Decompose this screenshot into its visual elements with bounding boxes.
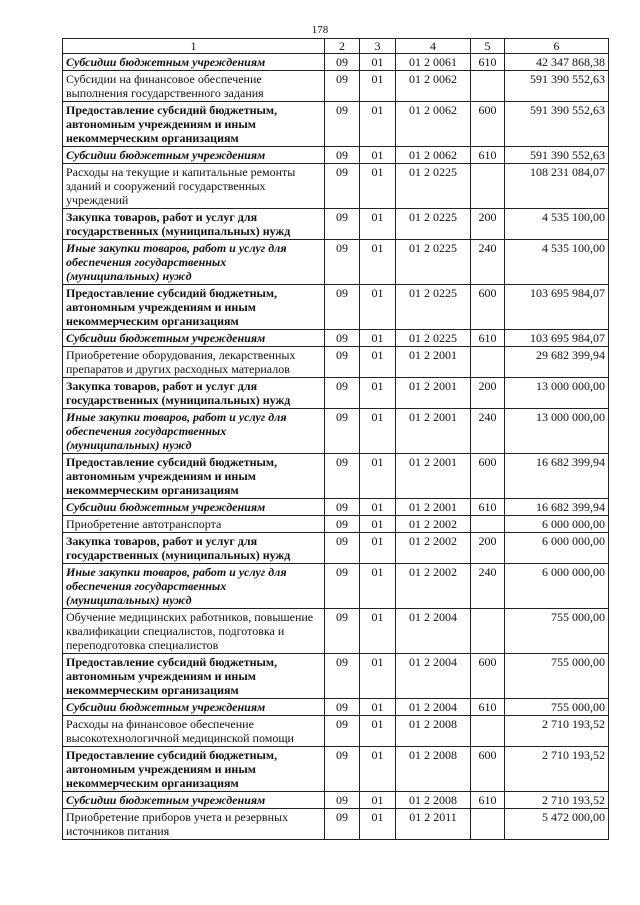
amount-cell: 591 390 552,63: [505, 71, 609, 102]
table-row: [63, 747, 609, 792]
table-row: [63, 347, 609, 378]
target-article-cell: 01 2 0225: [396, 209, 471, 240]
table-row: [63, 71, 609, 102]
table-row: [63, 654, 609, 699]
subsection-code-cell: 01: [360, 654, 396, 699]
section-code-cell: 09: [325, 378, 360, 409]
subsection-code-cell: 01: [360, 71, 396, 102]
target-article-cell: 01 2 2001: [396, 378, 471, 409]
expense-name-cell: Иные закупки товаров, работ и услуг для обеспечения государственных (муниципальных) нужд: [63, 240, 325, 285]
table-row: [63, 454, 609, 499]
subsection-code-cell: 01: [360, 533, 396, 564]
subsection-code-cell: 01: [360, 454, 396, 499]
section-code-cell: 09: [325, 699, 360, 716]
amount-cell: 6 000 000,00: [505, 516, 609, 533]
column-number-row: [63, 39, 609, 54]
amount-cell: 13 000 000,00: [505, 409, 609, 454]
expense-name-cell: Приобретение приборов учета и резервных источников питания: [63, 809, 325, 840]
amount-cell: 4 535 100,00: [505, 209, 609, 240]
expense-name-cell: Закупка товаров, работ и услуг для государственных (муниципальных) нужд: [63, 209, 325, 240]
expense-name-cell: Субсидии бюджетным учреждениям: [63, 699, 325, 716]
column-number: 2: [325, 39, 360, 54]
subsection-code-cell: 01: [360, 147, 396, 164]
subsection-code-cell: 01: [360, 54, 396, 71]
target-article-cell: 01 2 0062: [396, 147, 471, 164]
amount-cell: 103 695 984,07: [505, 330, 609, 347]
expense-type-cell: 610: [471, 54, 505, 71]
subsection-code-cell: 01: [360, 102, 396, 147]
section-code-cell: 09: [325, 716, 360, 747]
target-article-cell: 01 2 2008: [396, 792, 471, 809]
subsection-code-cell: 01: [360, 285, 396, 330]
table-row: [63, 240, 609, 285]
section-code-cell: 09: [325, 285, 360, 330]
subsection-code-cell: 01: [360, 792, 396, 809]
amount-cell: 2 710 193,52: [505, 792, 609, 809]
expense-name-cell: Субсидии на финансовое обеспечение выполнения государственного задания: [63, 71, 325, 102]
section-code-cell: 09: [325, 533, 360, 564]
expense-name-cell: Приобретение автотранспорта: [63, 516, 325, 533]
subsection-code-cell: 01: [360, 330, 396, 347]
target-article-cell: 01 2 0225: [396, 164, 471, 209]
amount-cell: 2 710 193,52: [505, 747, 609, 792]
table-row: [63, 102, 609, 147]
expense-name-cell: Закупка товаров, работ и услуг для государственных (муниципальных) нужд: [63, 533, 325, 564]
subsection-code-cell: 01: [360, 240, 396, 285]
section-code-cell: 09: [325, 564, 360, 609]
target-article-cell: 01 2 2004: [396, 699, 471, 716]
target-article-cell: 01 2 2011: [396, 809, 471, 840]
expense-type-cell: 610: [471, 330, 505, 347]
target-article-cell: 01 2 2001: [396, 454, 471, 499]
subsection-code-cell: 01: [360, 164, 396, 209]
table-row: [63, 378, 609, 409]
amount-cell: 591 390 552,63: [505, 102, 609, 147]
target-article-cell: 01 2 2008: [396, 747, 471, 792]
amount-cell: 6 000 000,00: [505, 564, 609, 609]
target-article-cell: 01 2 0061: [396, 54, 471, 71]
expense-type-cell: [471, 164, 505, 209]
subsection-code-cell: 01: [360, 609, 396, 654]
section-code-cell: 09: [325, 747, 360, 792]
expense-type-cell: [471, 516, 505, 533]
expense-name-cell: Расходы на текущие и капитальные ремонты зданий и сооружений государственных учреждений: [63, 164, 325, 209]
target-article-cell: 01 2 0062: [396, 102, 471, 147]
table-row: [63, 516, 609, 533]
column-number: 3: [360, 39, 396, 54]
section-code-cell: 09: [325, 409, 360, 454]
target-article-cell: 01 2 2001: [396, 409, 471, 454]
expense-name-cell: Предоставление субсидий бюджетным, автономным учреждениям и иным некоммерческим организациям: [63, 747, 325, 792]
expense-type-cell: 200: [471, 533, 505, 564]
amount-cell: 4 535 100,00: [505, 240, 609, 285]
amount-cell: 16 682 399,94: [505, 454, 609, 499]
expense-name-cell: Субсидии бюджетным учреждениям: [63, 330, 325, 347]
expense-type-cell: [471, 716, 505, 747]
expense-type-cell: 200: [471, 378, 505, 409]
expense-name-cell: Субсидии бюджетным учреждениям: [63, 499, 325, 516]
subsection-code-cell: 01: [360, 716, 396, 747]
target-article-cell: 01 2 0225: [396, 240, 471, 285]
target-article-cell: 01 2 0062: [396, 71, 471, 102]
expense-type-cell: [471, 609, 505, 654]
subsection-code-cell: 01: [360, 209, 396, 240]
expense-name-cell: Субсидии бюджетным учреждениям: [63, 792, 325, 809]
target-article-cell: 01 2 2002: [396, 564, 471, 609]
subsection-code-cell: 01: [360, 499, 396, 516]
amount-cell: 103 695 984,07: [505, 285, 609, 330]
target-article-cell: 01 2 2001: [396, 347, 471, 378]
expense-type-cell: 610: [471, 792, 505, 809]
amount-cell: 108 231 084,07: [505, 164, 609, 209]
expense-name-cell: Предоставление субсидий бюджетным, автономным учреждениям и иным некоммерческим организациям: [63, 285, 325, 330]
section-code-cell: 09: [325, 71, 360, 102]
table-row: [63, 147, 609, 164]
table-row: [63, 285, 609, 330]
column-number: 6: [505, 39, 609, 54]
subsection-code-cell: 01: [360, 378, 396, 409]
amount-cell: 755 000,00: [505, 609, 609, 654]
expense-type-cell: [471, 347, 505, 378]
section-code-cell: 09: [325, 809, 360, 840]
section-code-cell: 09: [325, 609, 360, 654]
section-code-cell: 09: [325, 499, 360, 516]
table-row: [63, 809, 609, 840]
amount-cell: 6 000 000,00: [505, 533, 609, 564]
table-row: [63, 564, 609, 609]
amount-cell: 591 390 552,63: [505, 147, 609, 164]
expense-type-cell: [471, 809, 505, 840]
section-code-cell: 09: [325, 54, 360, 71]
column-number: 1: [63, 39, 325, 54]
section-code-cell: 09: [325, 102, 360, 147]
target-article-cell: 01 2 2001: [396, 499, 471, 516]
amount-cell: 5 472 000,00: [505, 809, 609, 840]
expense-type-cell: 610: [471, 147, 505, 164]
section-code-cell: 09: [325, 654, 360, 699]
section-code-cell: 09: [325, 454, 360, 499]
subsection-code-cell: 01: [360, 699, 396, 716]
expense-type-cell: 600: [471, 654, 505, 699]
expense-name-cell: Иные закупки товаров, работ и услуг для обеспечения государственных (муниципальных) нужд: [63, 409, 325, 454]
amount-cell: 29 682 399,94: [505, 347, 609, 378]
amount-cell: 755 000,00: [505, 699, 609, 716]
expense-type-cell: 600: [471, 454, 505, 499]
section-code-cell: 09: [325, 209, 360, 240]
table-row: [63, 716, 609, 747]
amount-cell: 16 682 399,94: [505, 499, 609, 516]
budget-table: [62, 38, 609, 840]
target-article-cell: 01 2 0225: [396, 330, 471, 347]
expense-name-cell: Расходы на финансовое обеспечение высокотехнологичной медицинской помощи: [63, 716, 325, 747]
expense-name-cell: Иные закупки товаров, работ и услуг для обеспечения государственных (муниципальных) нужд: [63, 564, 325, 609]
section-code-cell: 09: [325, 516, 360, 533]
section-code-cell: 09: [325, 164, 360, 209]
section-code-cell: 09: [325, 147, 360, 164]
expense-name-cell: Предоставление субсидий бюджетным, автономным учреждениям и иным некоммерческим организациям: [63, 454, 325, 499]
table-row: [63, 409, 609, 454]
table-row: [63, 792, 609, 809]
target-article-cell: 01 2 2004: [396, 654, 471, 699]
target-article-cell: 01 2 0225: [396, 285, 471, 330]
subsection-code-cell: 01: [360, 347, 396, 378]
table-row: [63, 330, 609, 347]
section-code-cell: 09: [325, 240, 360, 285]
expense-type-cell: 240: [471, 409, 505, 454]
target-article-cell: 01 2 2008: [396, 716, 471, 747]
expense-type-cell: 240: [471, 240, 505, 285]
expense-name-cell: Субсидии бюджетным учреждениям: [63, 54, 325, 71]
column-number: 4: [396, 39, 471, 54]
subsection-code-cell: 01: [360, 409, 396, 454]
expense-type-cell: 610: [471, 699, 505, 716]
expense-type-cell: 200: [471, 209, 505, 240]
table-row: [63, 209, 609, 240]
table-row: [63, 164, 609, 209]
target-article-cell: 01 2 2004: [396, 609, 471, 654]
amount-cell: 42 347 868,38: [505, 54, 609, 71]
expense-type-cell: 610: [471, 499, 505, 516]
expense-type-cell: 600: [471, 285, 505, 330]
table-row: [63, 533, 609, 564]
column-number: 5: [471, 39, 505, 54]
target-article-cell: 01 2 2002: [396, 533, 471, 564]
table-row: [63, 699, 609, 716]
expense-name-cell: Закупка товаров, работ и услуг для государственных (муниципальных) нужд: [63, 378, 325, 409]
expense-name-cell: Предоставление субсидий бюджетным, автономным учреждениям и иным некоммерческим организациям: [63, 102, 325, 147]
amount-cell: 2 710 193,52: [505, 716, 609, 747]
section-code-cell: 09: [325, 792, 360, 809]
subsection-code-cell: 01: [360, 516, 396, 533]
target-article-cell: 01 2 2002: [396, 516, 471, 533]
amount-cell: 13 000 000,00: [505, 378, 609, 409]
section-code-cell: 09: [325, 330, 360, 347]
amount-cell: 755 000,00: [505, 654, 609, 699]
table-row: [63, 54, 609, 71]
expense-type-cell: 600: [471, 102, 505, 147]
expense-name-cell: Приобретение оборудования, лекарственных препаратов и других расходных материалов: [63, 347, 325, 378]
subsection-code-cell: 01: [360, 809, 396, 840]
section-code-cell: 09: [325, 347, 360, 378]
expense-name-cell: Предоставление субсидий бюджетным, автономным учреждениям и иным некоммерческим организациям: [63, 654, 325, 699]
expense-type-cell: 240: [471, 564, 505, 609]
page-number: 178: [311, 24, 329, 36]
expense-name-cell: Обучение медицинских работников, повышение квалификации специалистов, подготовка и переподготовка специалистов: [63, 609, 325, 654]
subsection-code-cell: 01: [360, 747, 396, 792]
expense-type-cell: [471, 71, 505, 102]
table-row: [63, 499, 609, 516]
expense-type-cell: 600: [471, 747, 505, 792]
subsection-code-cell: 01: [360, 564, 396, 609]
table-row: [63, 609, 609, 654]
expense-name-cell: Субсидии бюджетным учреждениям: [63, 147, 325, 164]
